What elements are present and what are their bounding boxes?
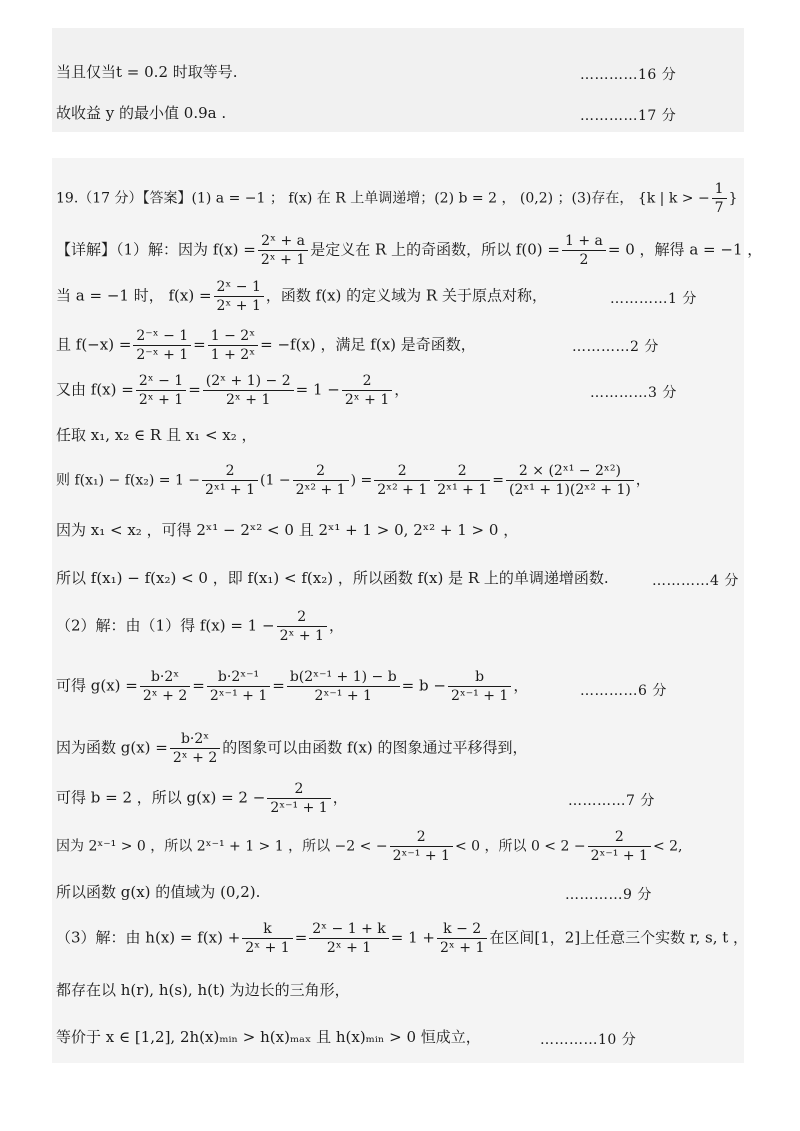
equality-condition-line: 当且仅当t = 0.2 时取等号. [56, 63, 238, 81]
part1-line1: 【详解】（1）解：因为 f(x) = $\frac{\text{2ˣ + a}}{\text{2ˣ + 1}}$ 是定义在 R 上的奇函数，所以 f(0) = $\frac{1 + a}{2}$ = 0 ，解得 a = −1 ， [56, 233, 763, 268]
part2-line2: 可得 g(x) = $\frac{\text{b·2ˣ}}{\text{2ˣ + 2}}$ = $\frac{\text{b·2ˣ⁻¹}}{\text{2ˣ⁻¹ + 1}}$ = $\frac{\text{b(2ˣ⁻¹ + 1) − b}}{\text{2ˣ⁻¹ + 1}}$ = b − $\frac{b}{\text{2ˣ⁻¹ + 1}}$ ， [56, 669, 529, 704]
score-10: …………10 分 [540, 1032, 637, 1048]
score-17: …………17 分 [580, 108, 677, 124]
score-9: …………9 分 [565, 887, 652, 903]
part1-line8: 所以 f(x₁) − f(x₂) < 0 ，即 f(x₁) < f(x₂) ，所以函数 f(x) 是 R 上的单调递增函数. [56, 569, 609, 587]
part1-line2: 当 a = −1 时， f(x) = $\frac{\text{2ˣ − 1}}{\text{2ˣ + 1}}$ ，函数 f(x) 的定义域为 R 关于原点对称， [56, 279, 547, 314]
part3-line3: 等价于 x ∈ [1,2], 2h(x)ₘᵢₙ > h(x)ₘₐₓ 且 h(x)ₘᵢₙ > 0 恒成立， [56, 1028, 481, 1046]
part2-line4: 可得 b = 2 ，所以 g(x) = 2 − $\frac{2}{\text{2ˣ⁻¹ + 1}}$ ， [56, 781, 348, 816]
score-1: …………1 分 [610, 291, 697, 307]
score-2: …………2 分 [572, 339, 659, 355]
part2-line3: 因为函数 g(x) = $\frac{\text{b·2ˣ}}{\text{2ˣ + 2}}$ 的图象可以由函数 f(x) 的图象通过平移得到， [56, 731, 528, 766]
score-16: …………16 分 [580, 67, 677, 83]
part1-line4: 又由 f(x) = $\frac{\text{2ˣ − 1}}{\text{2ˣ + 1}}$ = $\frac{\text{(2ˣ + 1) − 2}}{\text{2ˣ + 1}}$ = 1 − $\frac{2}{\text{2ˣ + 1}}$ ， [56, 373, 410, 408]
score-7: …………7 分 [568, 793, 655, 809]
min-revenue-line: 故收益 y 的最小值 0.9a . [56, 104, 227, 122]
part2-line6: 所以函数 g(x) 的值域为 (0,2). [56, 883, 261, 901]
score-4: …………4 分 [652, 573, 739, 589]
part1-line3: 且 f(−x) = $\frac{\text{2⁻ˣ − 1}}{\text{2⁻ˣ + 1}}$ = $\frac{\text{1 − 2ˣ}}{\text{1 + 2ˣ}}$ = −f(x) ，满足 f(x) 是奇函数， [56, 328, 476, 363]
q19-answer-header: 19.（17 分）【答案】(1) a = −1 ； f(x) 在 R 上单调递增；(2) b = 2 ， (0,2) ；(3)存在， {k | k > − $\frac{1}{7}$ } [56, 181, 738, 216]
part2-line1: （2）解：由（1）得 f(x) = 1 − $\frac{2}{\text{2ˣ + 1}}$ ， [56, 609, 344, 644]
part3-line2: 都存在以 h(r), h(s), h(t) 为边长的三角形， [56, 981, 350, 999]
part1-line5: 任取 x₁, x₂ ∈ R 且 x₁ < x₂ ， [56, 426, 257, 444]
score-3: …………3 分 [590, 385, 677, 401]
score-6: …………6 分 [580, 683, 667, 699]
part3-line1: （3）解：由 h(x) = f(x) + $\frac{k}{\text{2ˣ + 1}}$ = $\frac{\text{2ˣ − 1 + k}}{\text{2ˣ + 1}}$ = 1 + $\frac{k - 2}{\text{2ˣ + 1}}$ 在区间[1，2]上任意三个实数 r, s, t ， [56, 921, 749, 956]
part1-line6: 则 f(x₁) − f(x₂) = 1 − $\frac{2}{\text{2ˣ¹ + 1}}$ (1 − $\frac{2}{\text{2ˣ² + 1}}$ ) = $\frac{2}{\text{2ˣ² + 1}}$ $\frac{2}{\text{2ˣ¹ + 1}}$ = $\frac{\text{2 × (2ˣ¹ − 2ˣ²)}}{\text{(2ˣ¹ + 1)(2ˣ² + 1)}}$ ， [56, 463, 650, 498]
part1-line7: 因为 x₁ < x₂ ，可得 2ˣ¹ − 2ˣ² < 0 且 2ˣ¹ + 1 > 0, 2ˣ² + 1 > 0 ， [56, 521, 519, 539]
part2-line5: 因为 2ˣ⁻¹ > 0 ，所以 2ˣ⁻¹ + 1 > 1 ，所以 −2 < − $\frac{2}{\text{2ˣ⁻¹ + 1}}$ < 0 ，所以 0 < 2 − $\frac{2}{\text{2ˣ⁻¹ + 1}}$ < 2, [56, 829, 683, 864]
